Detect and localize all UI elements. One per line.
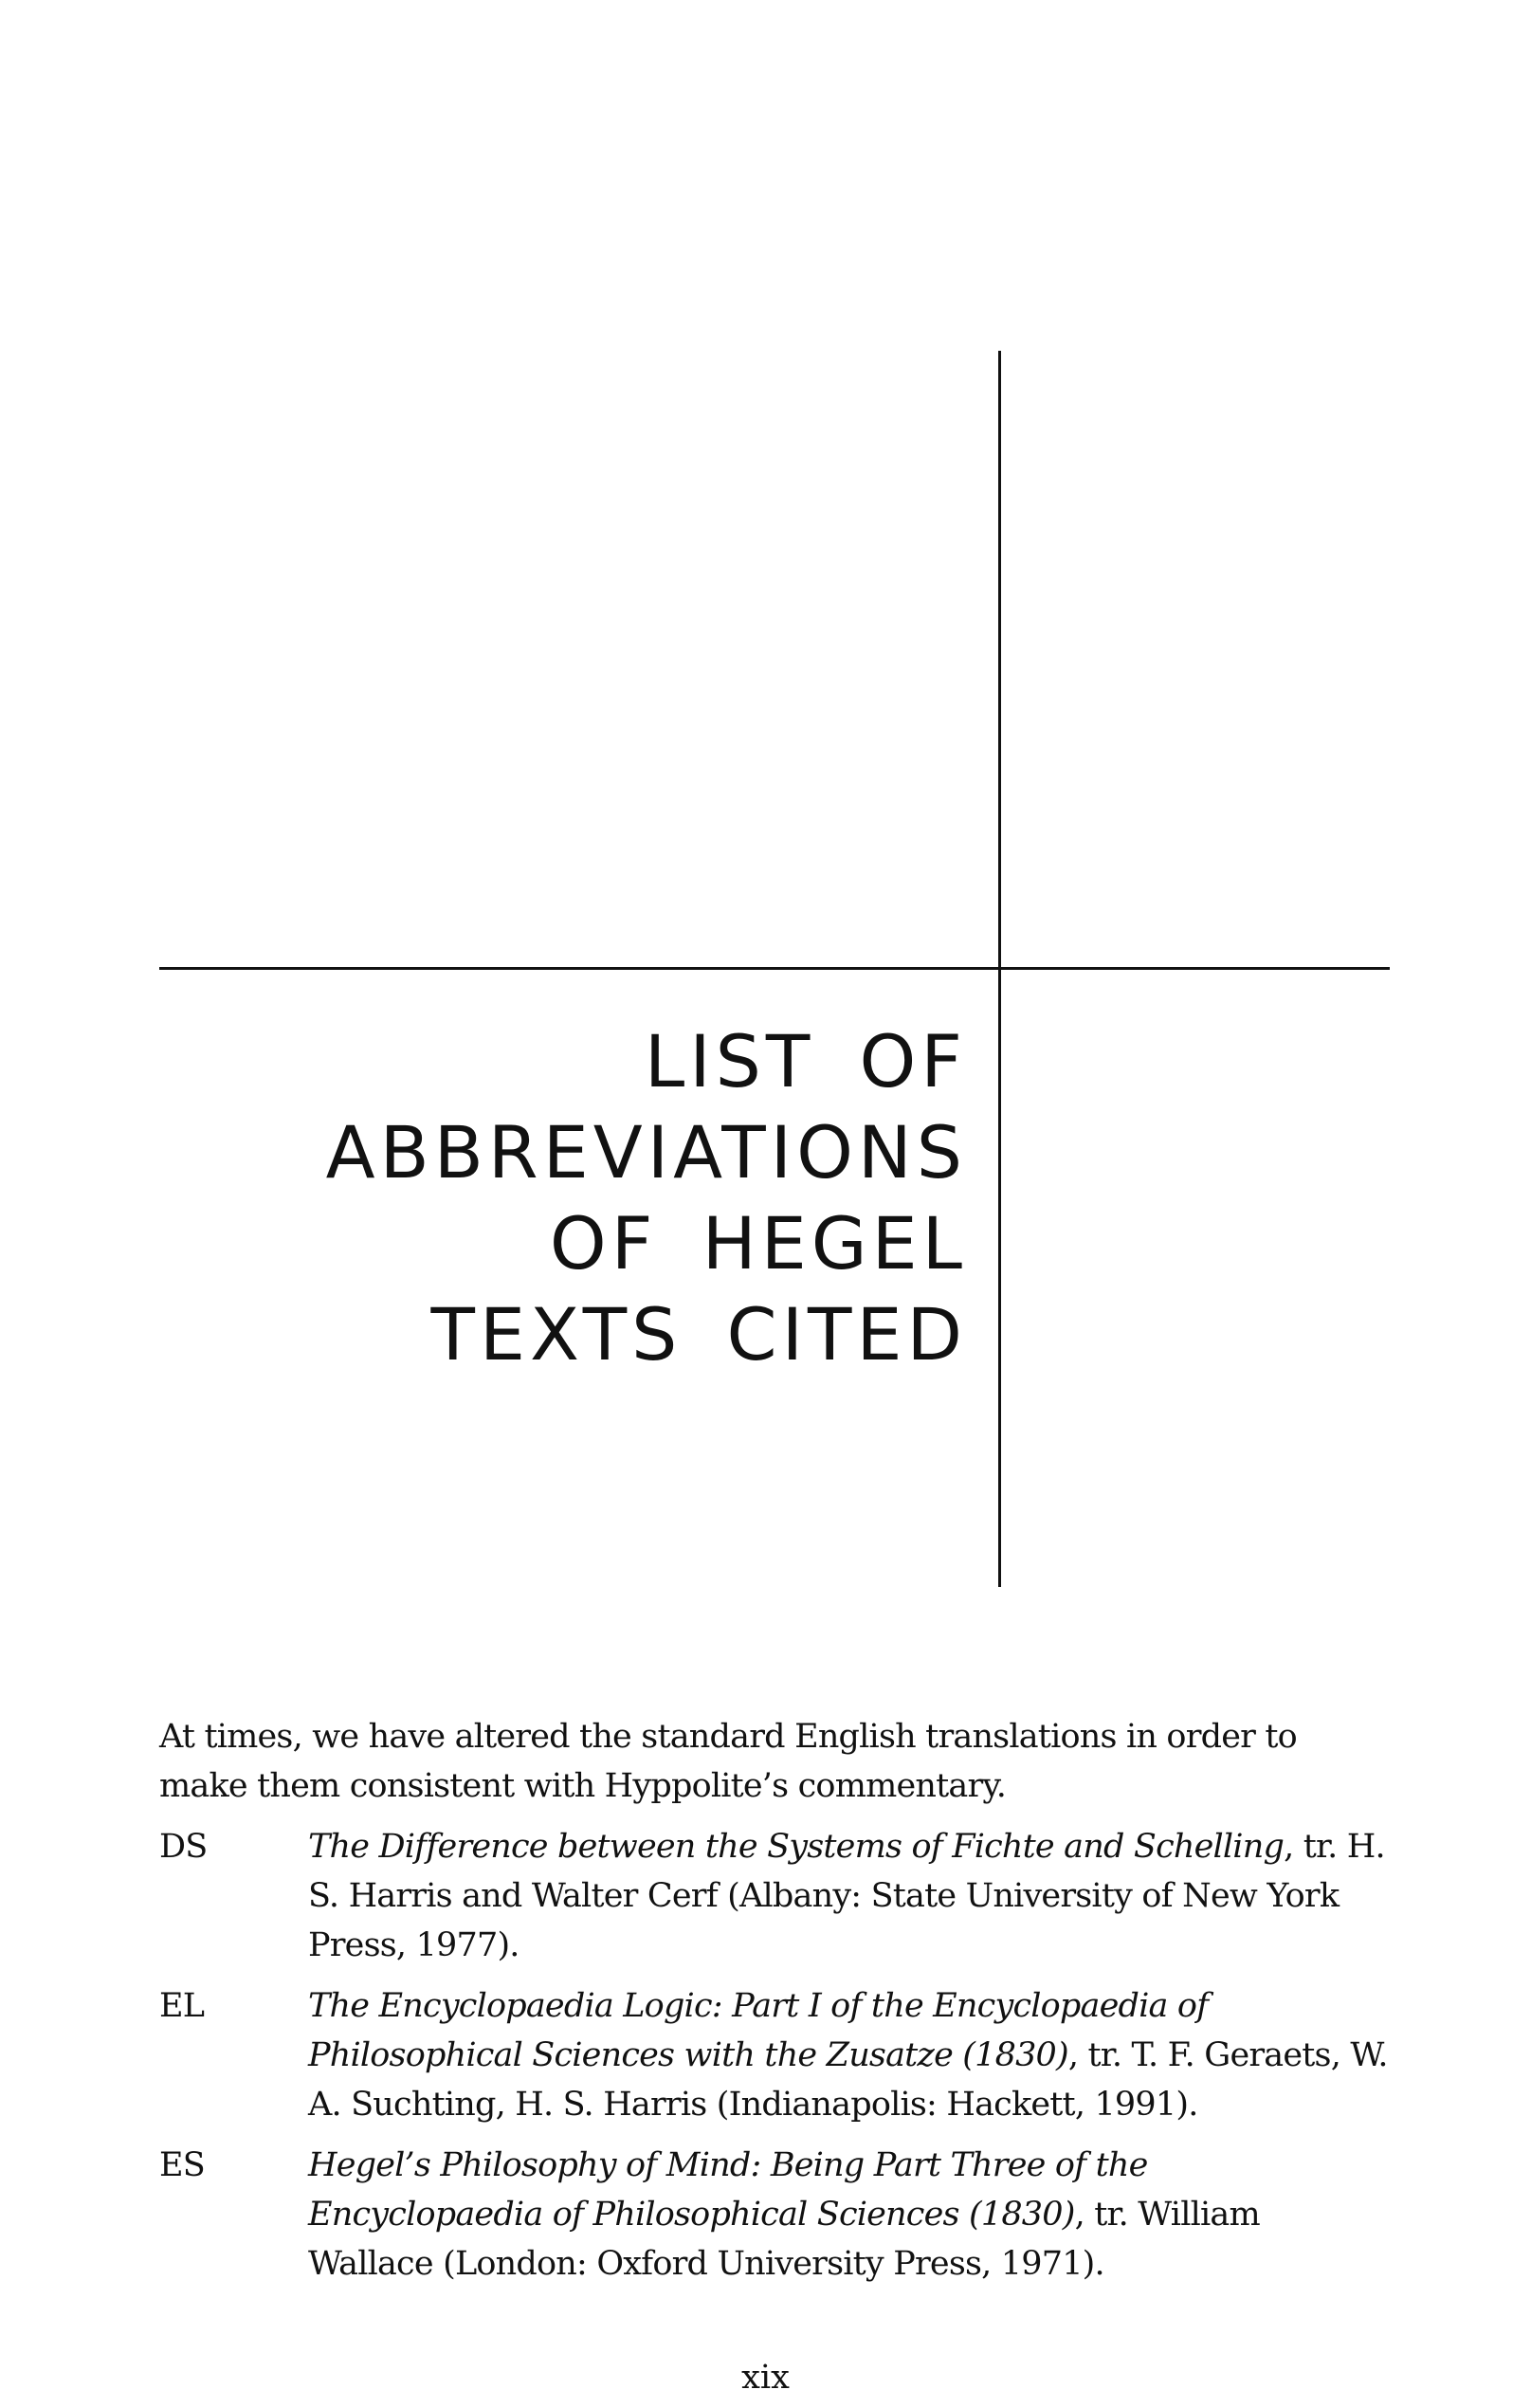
abbreviation-description [308,2141,1392,2289]
abbreviation-entry [159,1981,1392,2129]
title-line-1: LIST OF [644,1019,967,1104]
abbreviation-entry [159,2141,1392,2289]
abbreviation-description [308,1822,1392,1970]
horizontal-rule [159,967,1390,970]
publication-details: , tr. H. S. Harris and Walter Cerf (Albany: State University of New York Press, 1977). [308,1828,1385,1964]
abbreviations-section [159,1712,1392,2300]
abbreviation-code: ES [159,2146,205,2184]
work-title: The Encyclopaedia Logic: Part I of the Encyclopaedia of Philosophical Sciences with the Zusatze (1830) [308,1987,1209,2074]
title-line-3: OF HEGEL [549,1201,967,1286]
abbreviation-description [308,1981,1392,2129]
abbreviation-code: DS [159,1828,208,1866]
work-title: The Difference between the Systems of Fichte and Schelling [308,1828,1285,1866]
page-number: xix [741,2359,790,2397]
publication-details: , tr. T. F. Geraets, W. A. Suchting, H. S. Harris (Indianapolis: Hackett, 1991). [308,2036,1388,2124]
intro-paragraph: At times, we have altered the standard English translations in order to make them consistent with Hyppolite’s commentary. [159,1718,1297,1805]
title-line-4: TEXTS CITED [430,1292,967,1377]
publication-details: , tr. William Wallace (London: Oxford University Press, 1971). [308,2196,1260,2283]
abbreviation-entry [159,1822,1392,1970]
title-line-2: ABBREVIATIONS [325,1110,967,1195]
work-title: Hegel’s Philosophy of Mind: Being Part Three of the Encyclopaedia of Philosophical Sciences (1830) [308,2146,1148,2234]
abbreviation-code: EL [159,1987,205,2025]
page-title [209,1016,967,1380]
